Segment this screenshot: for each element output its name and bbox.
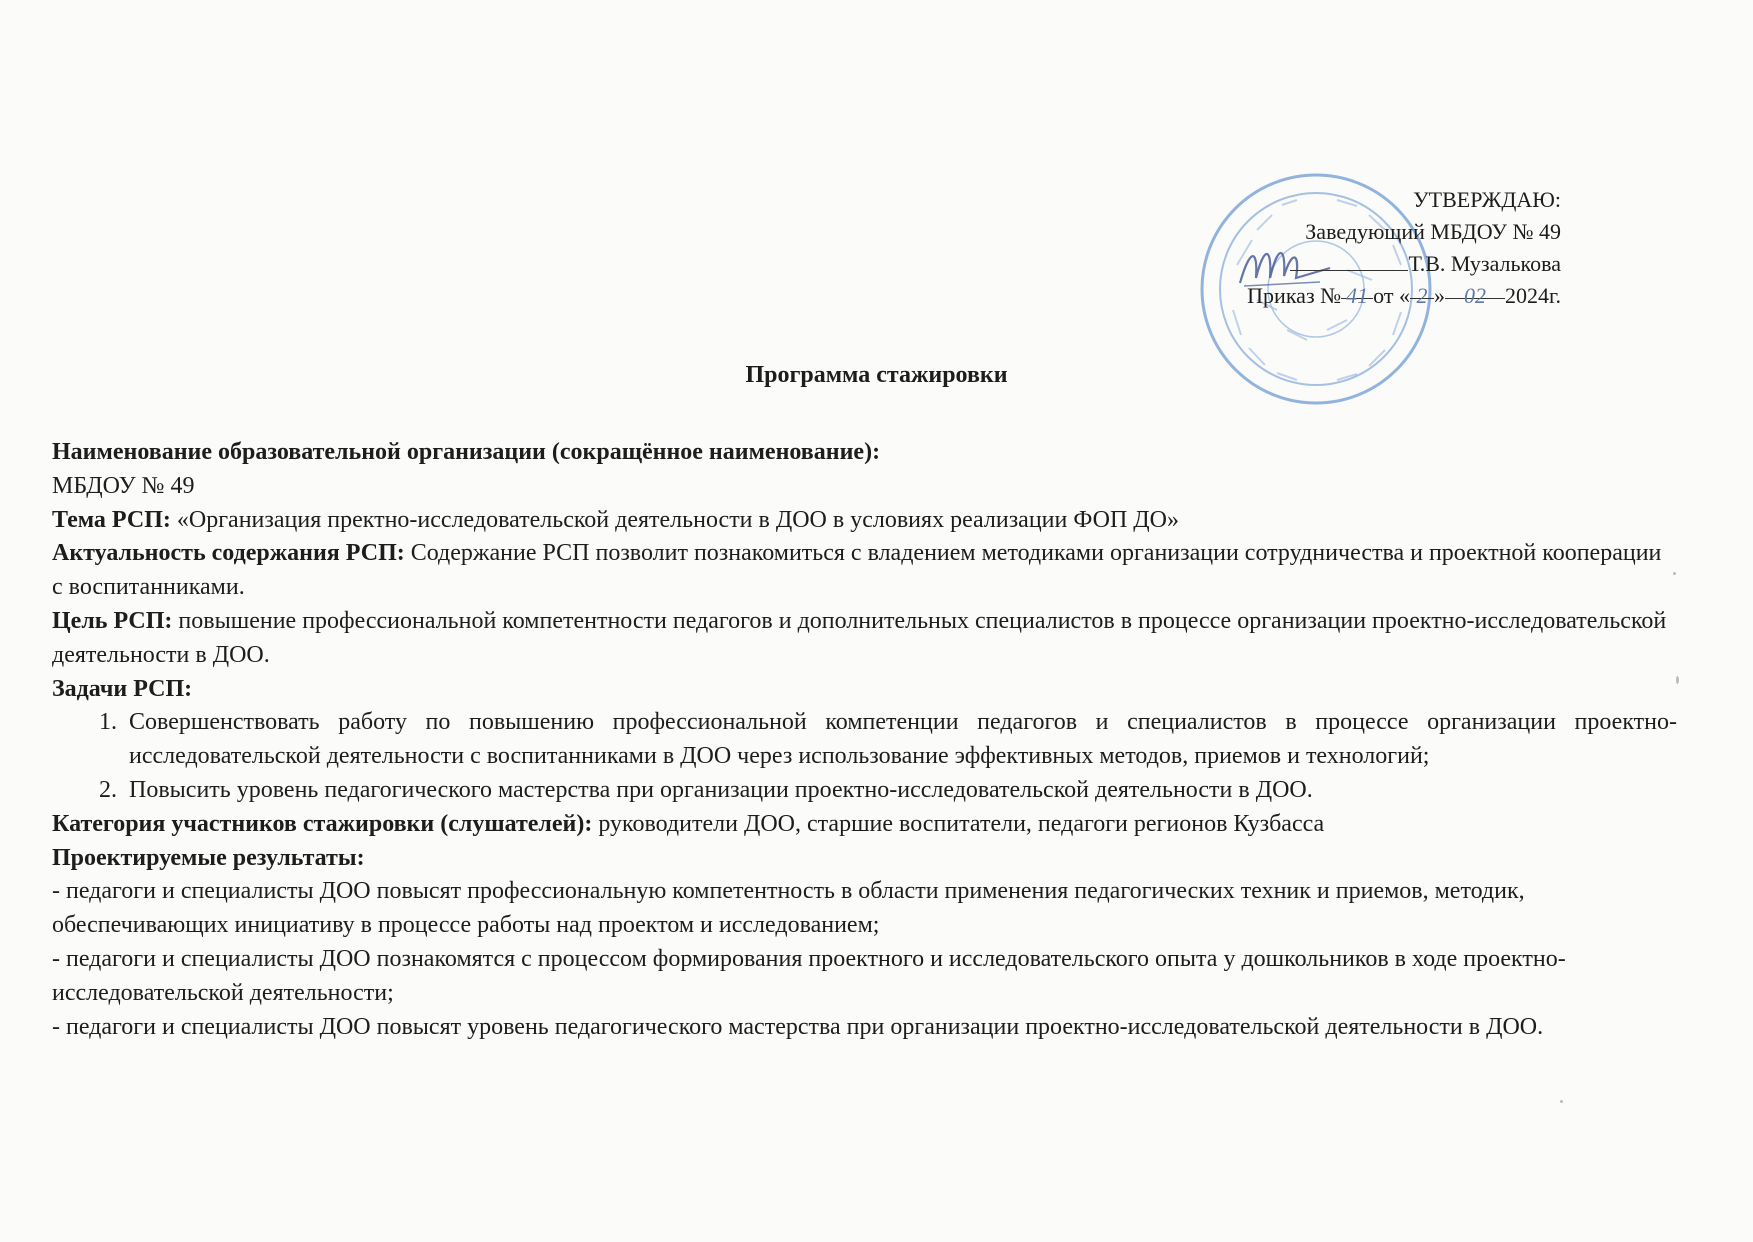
tasks-list bbox=[52, 706, 1677, 807]
task-item: 2. Повысить уровень педагогического мастерства при организации проектно-исследовательской деятельности в ДОО. bbox=[99, 776, 1313, 803]
order-quote: » bbox=[1433, 283, 1445, 308]
order-from: от « bbox=[1373, 283, 1410, 308]
category-paragraph bbox=[52, 808, 1677, 842]
result-item: - педагоги и специалисты ДОО повысят профессиональную компетентность в области применения педагогических техник и приемов, методик, обеспечивающих инициативу в процессе работы над проектом и исследованием; bbox=[52, 878, 1525, 939]
order-month: 02 bbox=[1445, 280, 1505, 299]
category-label: Категория участников стажировки (слушателей): bbox=[52, 810, 593, 837]
topic-label: Тема РСП: bbox=[52, 506, 171, 533]
order-prefix: Приказ № bbox=[1247, 283, 1342, 308]
result-item: - педагоги и специалисты ДОО повысят уровень педагогического мастерства при организации проектно-исследовательской деятельности в ДОО. bbox=[52, 1013, 1544, 1040]
scan-speck bbox=[1560, 1100, 1563, 1103]
topic-paragraph bbox=[52, 504, 1677, 538]
org-label: Наименование образовательной организации (сокращённое наименование): bbox=[52, 439, 881, 465]
results-label: Проектируемые результаты: bbox=[52, 844, 365, 871]
relevance-label: Актуальность содержания РСП: bbox=[52, 540, 405, 567]
head-position: Заведующий МБДОУ № 49 bbox=[1305, 219, 1561, 244]
head-name-line bbox=[1247, 248, 1561, 280]
order-day: 2 bbox=[1410, 280, 1434, 299]
signature-blank bbox=[1290, 252, 1408, 271]
order-year: 2024г. bbox=[1504, 283, 1561, 308]
task-item: 1. Совершенствовать работу по повышению профессиональной компетенции педагогов и специалистов в процессе организации проектно-исследовательской деятельности с воспитанниками в ДОО через использование эффективных методов, приемов и технологий; bbox=[99, 709, 1677, 770]
tasks-label: Задачи РСП: bbox=[52, 675, 193, 702]
document-body bbox=[52, 436, 1677, 1044]
goal-value: повышение профессиональной компетентности педагогов и дополнительных специалистов в процессе организации проектно-исследовательской деятельности в ДОО. bbox=[52, 607, 1667, 668]
goal-paragraph bbox=[52, 605, 1677, 673]
result-item: - педагоги и специалисты ДОО познакомятся с процессом формирования проектного и исследовательского опыта у дошкольников в ходе проектно-исследовательской деятельности; bbox=[52, 945, 1566, 1006]
category-value: руководители ДОО, старшие воспитатели, педагоги регионов Кузбасса bbox=[592, 810, 1325, 837]
order-number: 41 bbox=[1341, 280, 1373, 299]
approve-label: УТВЕРЖДАЮ: bbox=[1413, 187, 1561, 212]
goal-label: Цель РСП: bbox=[52, 607, 173, 634]
scan-speck bbox=[1673, 572, 1676, 575]
document-title: Программа стажировки bbox=[745, 362, 1008, 388]
topic-value: «Организация пректно-исследовательской деятельности в ДОО в условиях реализации ФОП ДО» bbox=[176, 506, 1179, 533]
scan-speck bbox=[1676, 676, 1679, 684]
order-line bbox=[1247, 280, 1561, 312]
approval-block bbox=[1247, 184, 1561, 312]
head-name: Т.В. Музалькова bbox=[1408, 251, 1561, 276]
org-value: МБДОУ № 49 bbox=[52, 472, 195, 499]
relevance-paragraph bbox=[52, 537, 1677, 605]
relevance-value: Содержание РСП позволит познакомиться с владением методиками организации сотрудничества и проектной кооперации с воспитанниками. bbox=[52, 540, 1662, 601]
